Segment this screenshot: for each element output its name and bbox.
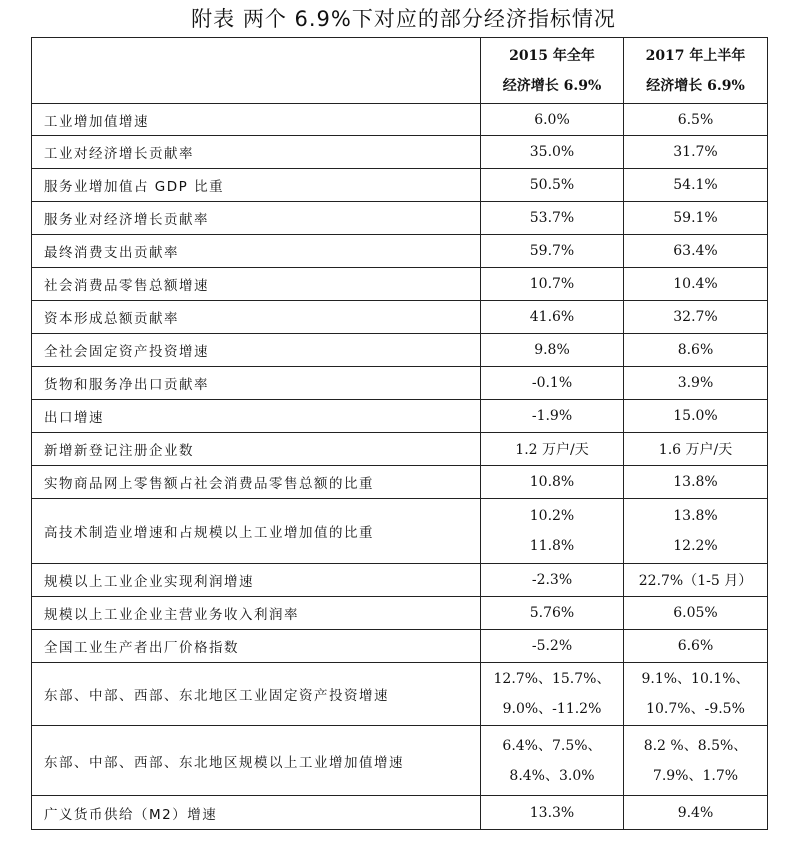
value-2015-line2: 8.4%、3.0%: [509, 767, 595, 784]
row-label: 服务业增加值占 GDP 比重: [32, 169, 481, 202]
table-row: [32, 400, 768, 433]
value-2015-line1: 6.4%、7.5%、: [502, 737, 602, 754]
value-2015: 9.8%: [481, 334, 624, 367]
header-2017-line2: 经济增长 6.9%: [646, 77, 745, 94]
table-row: [32, 104, 768, 136]
value-2015: 35.0%: [481, 136, 624, 169]
row-label: 全国工业生产者出厂价格指数: [32, 630, 481, 663]
value-2015-line2: 11.8%: [529, 538, 575, 554]
table-row: [32, 136, 768, 169]
header-2017-line1: 2017 年上半年: [645, 47, 746, 64]
row-label: 实物商品网上零售额占社会消费品零售总额的比重: [32, 466, 481, 499]
value-2015-line1: 10.2%: [529, 508, 575, 524]
value-2017: 6.05%: [624, 597, 768, 630]
value-2015: [481, 726, 624, 796]
value-2015: -5.2%: [481, 630, 624, 663]
value-2017-line1: 9.1%、10.1%、: [641, 671, 750, 687]
value-2015: 53.7%: [481, 202, 624, 235]
table-row: [32, 466, 768, 499]
row-label: 社会消费品零售总额增速: [32, 268, 481, 301]
table-row: [32, 499, 768, 564]
row-label: 工业增加值增速: [32, 104, 481, 136]
value-2017: 31.7%: [624, 136, 768, 169]
table-row: [32, 663, 768, 726]
value-2017: 32.7%: [624, 301, 768, 334]
table-row: [32, 235, 768, 268]
table-row: [32, 202, 768, 235]
header-row: [32, 38, 768, 104]
table-row: [32, 630, 768, 663]
row-label: 新增新登记注册企业数: [32, 433, 481, 466]
row-label: 最终消费支出贡献率: [32, 235, 481, 268]
table-row: [32, 268, 768, 301]
table-row: [32, 433, 768, 466]
header-2017: [624, 38, 768, 104]
value-2015: 50.5%: [481, 169, 624, 202]
header-2015-line1: 2015 年全年: [509, 47, 595, 64]
value-2015: [481, 499, 624, 564]
value-2015: -0.1%: [481, 367, 624, 400]
value-2015: 13.3%: [481, 796, 624, 830]
header-2015: [481, 38, 624, 104]
value-2017: [624, 726, 768, 796]
indicator-table: [31, 37, 768, 830]
value-2017-line1: 8.2 %、8.5%、: [643, 737, 748, 754]
table-title: 附表 两个 6.9%下对应的部分经济指标情况: [191, 7, 616, 31]
table-row: [32, 564, 768, 597]
table-row: [32, 169, 768, 202]
value-2015-line2: 9.0%、-11.2%: [502, 701, 602, 717]
value-2017: 59.1%: [624, 202, 768, 235]
table-row: [32, 726, 768, 796]
value-2015: -2.3%: [481, 564, 624, 597]
row-label: 出口增速: [32, 400, 481, 433]
value-2015: 5.76%: [481, 597, 624, 630]
value-2015: 41.6%: [481, 301, 624, 334]
table-row: [32, 334, 768, 367]
row-label: 全社会固定资产投资增速: [32, 334, 481, 367]
value-2017: 8.6%: [624, 334, 768, 367]
header-2015-line2: 经济增长 6.9%: [502, 77, 602, 94]
value-2015: [481, 663, 624, 726]
value-2015: 1.2 万户/天: [481, 433, 624, 466]
row-label: 服务业对经济增长贡献率: [32, 202, 481, 235]
row-label: 高技术制造业增速和占规模以上工业增加值的比重: [32, 499, 481, 564]
row-label: 资本形成总额贡献率: [32, 301, 481, 334]
row-label: 广义货币供给（M2）增速: [32, 796, 481, 830]
value-2017: 22.7%（1-5 月）: [624, 564, 768, 597]
value-2017: 3.9%: [624, 367, 768, 400]
value-2017-line1: 13.8%: [673, 508, 718, 524]
table-row: [32, 301, 768, 334]
value-2017: 54.1%: [624, 169, 768, 202]
value-2015: 59.7%: [481, 235, 624, 268]
value-2017: 63.4%: [624, 235, 768, 268]
row-label: 工业对经济增长贡献率: [32, 136, 481, 169]
row-label: 规模以上工业企业主营业务收入利润率: [32, 597, 481, 630]
value-2015: -1.9%: [481, 400, 624, 433]
table-row: [32, 796, 768, 830]
table-row: [32, 367, 768, 400]
value-2017: 15.0%: [624, 400, 768, 433]
value-2015-line1: 12.7%、15.7%、: [493, 671, 611, 687]
value-2017: [624, 499, 768, 564]
value-2017: 10.4%: [624, 268, 768, 301]
value-2017: 13.8%: [624, 466, 768, 499]
row-label: 货物和服务净出口贡献率: [32, 367, 481, 400]
value-2017-line2: 10.7%、-9.5%: [646, 701, 745, 717]
header-indicator: [32, 38, 481, 104]
value-2017-line2: 7.9%、1.7%: [652, 767, 739, 784]
value-2017: 1.6 万户/天: [624, 433, 768, 466]
row-label: 规模以上工业企业实现利润增速: [32, 564, 481, 597]
row-label: 东部、中部、西部、东北地区规模以上工业增加值增速: [32, 726, 481, 796]
value-2017: 6.5%: [624, 104, 768, 136]
value-2015: 10.8%: [481, 466, 624, 499]
row-label: 东部、中部、西部、东北地区工业固定资产投资增速: [32, 663, 481, 726]
value-2015: 6.0%: [481, 104, 624, 136]
value-2017: 9.4%: [624, 796, 768, 830]
value-2017: 6.6%: [624, 630, 768, 663]
value-2017-line2: 12.2%: [673, 538, 718, 554]
table-row: [32, 597, 768, 630]
value-2017: [624, 663, 768, 726]
value-2015: 10.7%: [481, 268, 624, 301]
